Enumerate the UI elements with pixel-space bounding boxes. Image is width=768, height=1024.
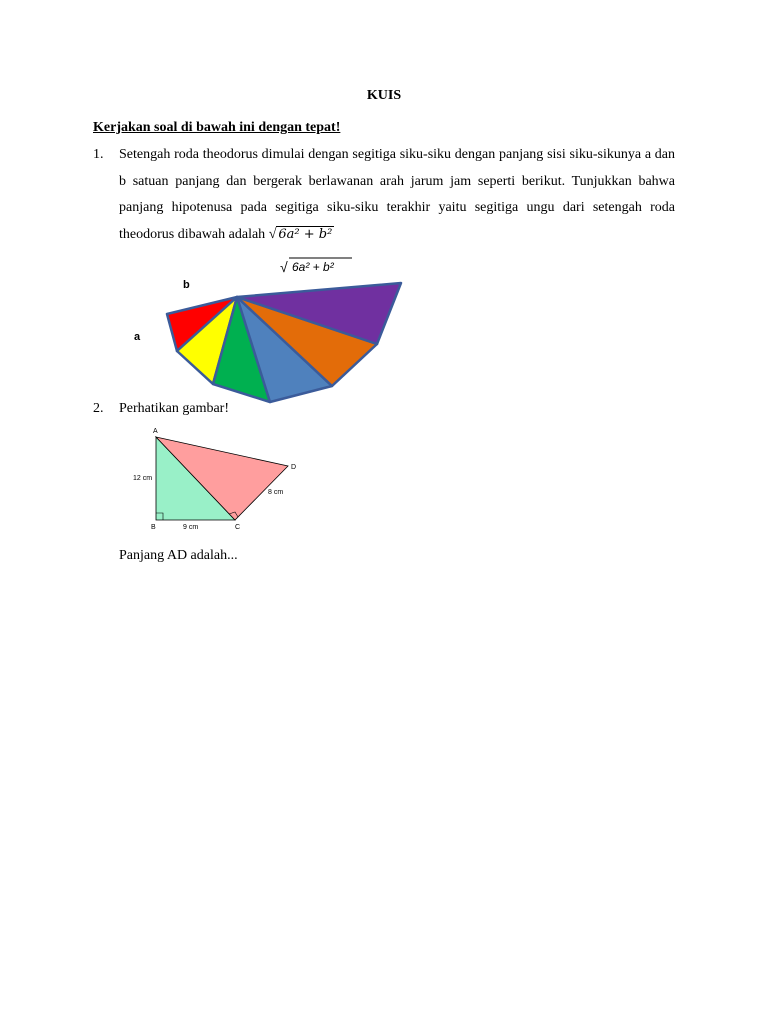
point-c-label: C	[235, 524, 241, 531]
point-d-label: D	[291, 464, 297, 471]
question-1	[93, 142, 675, 248]
question-number: 2.	[93, 401, 104, 416]
page-title: KUIS	[366, 88, 402, 103]
point-a-label: A	[153, 428, 158, 435]
instruction-heading: Kerjakan soal di bawah ini dengan tepat!	[93, 120, 341, 135]
question-text-container	[119, 142, 675, 248]
theodorus-wheel-figure	[120, 252, 420, 412]
question-formula: 6a² + b²	[278, 226, 333, 242]
hypotenuse-formula-label	[280, 258, 352, 275]
question-text: Setengah roda theodorus dimulai dengan segitiga siku-siku dengan panjang sisi siku-sikunya a dan b satuan panjang dan bergerak berlawanan arah jarum jam seperti berikut. Tunjukkan bahwa panjang hipotenusa pada segitiga siku-siku terakhir yaitu segitiga ungu dari setengah roda theodorus dibawah adalah	[119, 147, 675, 242]
question-number: 1.	[93, 147, 104, 162]
sqrt-symbol: √	[268, 226, 277, 242]
question-text: Perhatikan gambar!	[119, 401, 230, 416]
side-bc-label: 9 cm	[183, 524, 199, 531]
sqrt-symbol: √	[280, 259, 288, 275]
point-b-label: B	[151, 524, 156, 531]
question-prompt: Panjang AD adalah...	[119, 548, 238, 563]
label-a: a	[134, 331, 141, 343]
question-2	[93, 396, 675, 423]
label-b: b	[183, 279, 190, 291]
side-ab-label: 12 cm	[133, 475, 153, 482]
side-cd-label: 8 cm	[268, 489, 284, 496]
formula-text: 6a² + b²	[292, 260, 334, 274]
quadrilateral-figure	[125, 422, 315, 537]
